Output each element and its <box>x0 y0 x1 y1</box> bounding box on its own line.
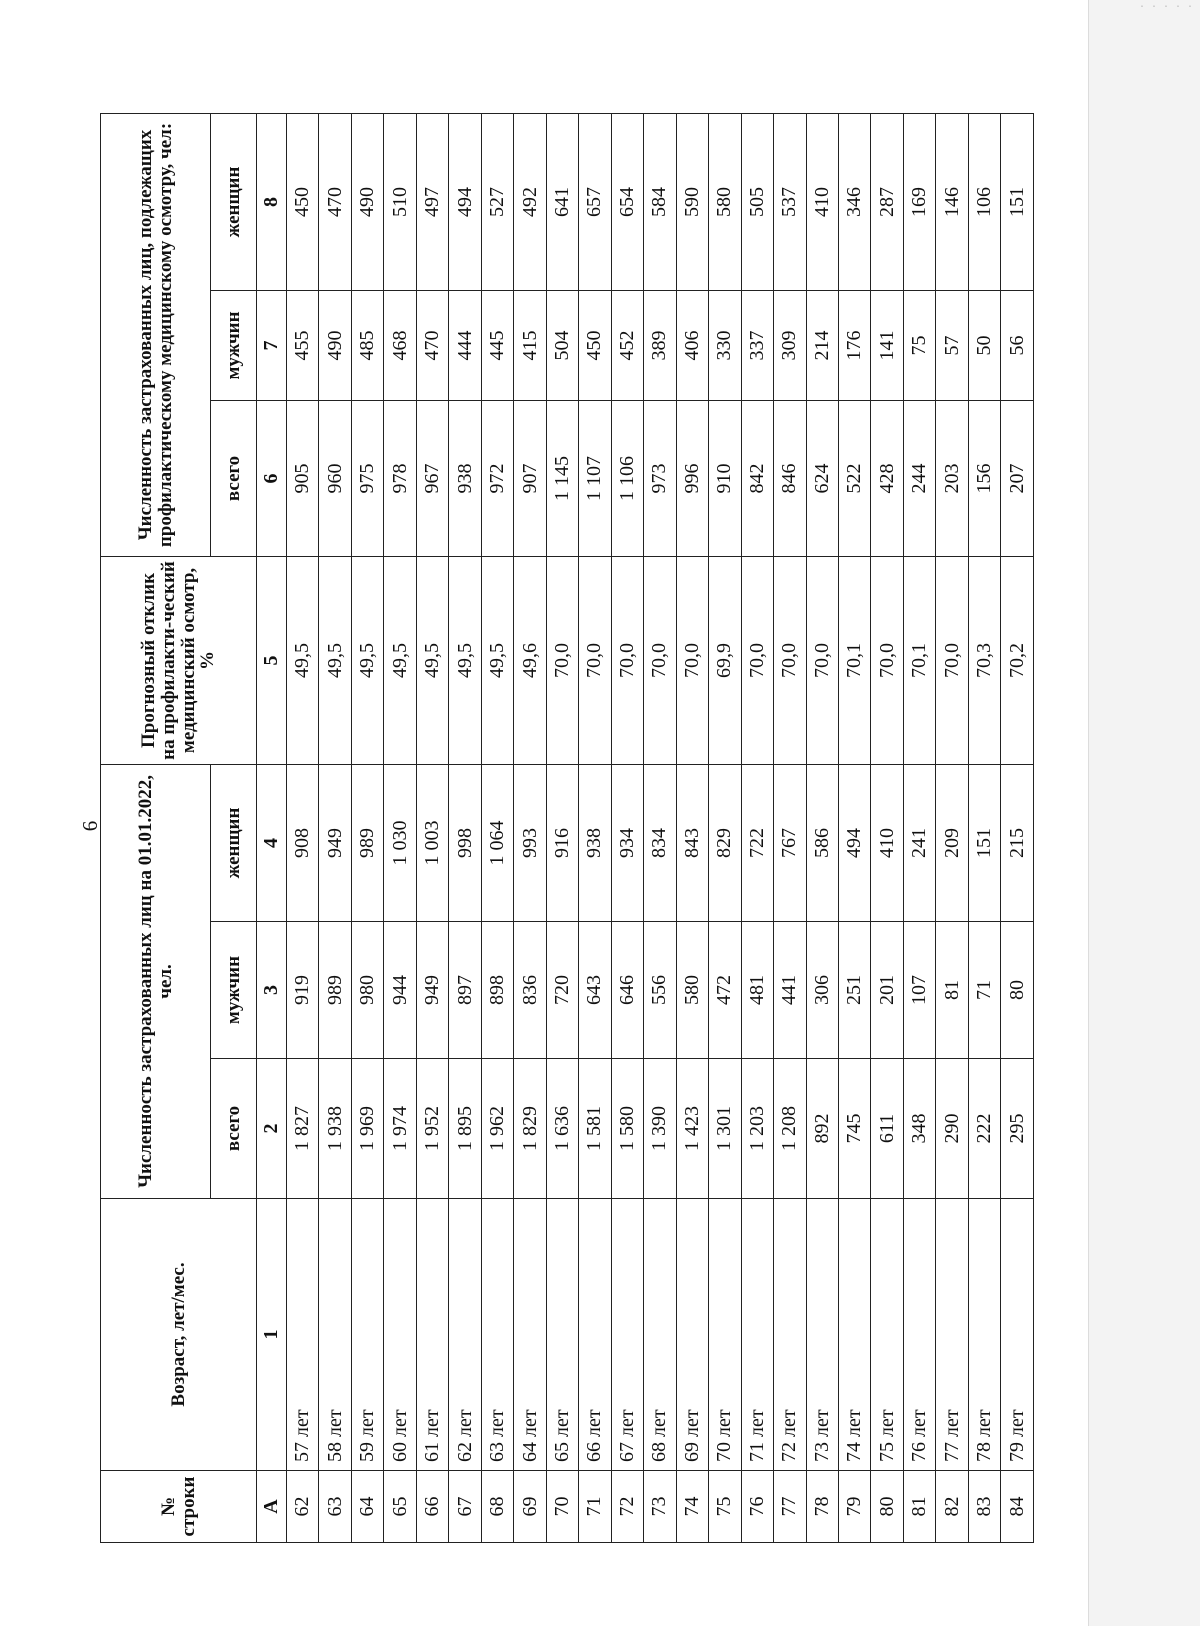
column-number: 6 <box>257 400 287 556</box>
table-row <box>774 114 806 1543</box>
subject-men-cell: 470 <box>416 290 448 400</box>
men-cell: 836 <box>514 922 546 1059</box>
table-row <box>709 114 741 1543</box>
men-cell: 720 <box>546 922 578 1059</box>
subject-women-cell: 151 <box>1001 114 1034 291</box>
response-cell: 49,5 <box>481 556 513 764</box>
total-cell: 1 969 <box>351 1059 383 1199</box>
total-cell: 1 423 <box>676 1059 708 1199</box>
total-cell: 1 952 <box>416 1059 448 1199</box>
response-cell: 70,0 <box>644 556 676 764</box>
age-cell: 75 лет <box>871 1199 903 1471</box>
header-total: всего <box>211 1059 257 1199</box>
row-number-cell: 76 <box>741 1471 773 1543</box>
subject-men-cell: 309 <box>774 290 806 400</box>
response-cell: 49,6 <box>514 556 546 764</box>
row-number-cell: 75 <box>709 1471 741 1543</box>
women-cell: 410 <box>871 764 903 921</box>
response-cell: 70,3 <box>968 556 1000 764</box>
subject-total-cell: 522 <box>838 400 870 556</box>
subject-total-cell: 1 106 <box>611 400 643 556</box>
table-row <box>676 114 708 1543</box>
table-row <box>968 114 1000 1543</box>
row-number-cell: 80 <box>871 1471 903 1543</box>
men-cell: 643 <box>579 922 611 1059</box>
row-number-cell: 78 <box>806 1471 838 1543</box>
age-cell: 77 лет <box>936 1199 968 1471</box>
women-cell: 241 <box>903 764 935 921</box>
data-table <box>100 113 1034 1543</box>
header-subject-total: всего <box>211 400 257 556</box>
total-cell: 745 <box>838 1059 870 1199</box>
subject-men-cell: 490 <box>319 290 351 400</box>
table-row <box>611 114 643 1543</box>
subject-men-cell: 141 <box>871 290 903 400</box>
row-number-cell: 64 <box>351 1471 383 1543</box>
subject-men-cell: 452 <box>611 290 643 400</box>
women-cell: 916 <box>546 764 578 921</box>
women-cell: 949 <box>319 764 351 921</box>
response-cell: 49,5 <box>449 556 481 764</box>
subject-women-cell: 492 <box>514 114 546 291</box>
men-cell: 81 <box>936 922 968 1059</box>
response-cell: 70,0 <box>546 556 578 764</box>
column-number: 1 <box>257 1199 287 1471</box>
row-number-cell: 79 <box>838 1471 870 1543</box>
subject-total-cell: 905 <box>287 400 319 556</box>
response-cell: 70,0 <box>676 556 708 764</box>
subject-women-cell: 510 <box>384 114 416 291</box>
row-number-cell: 71 <box>579 1471 611 1543</box>
subject-total-cell: 972 <box>481 400 513 556</box>
subject-women-cell: 584 <box>644 114 676 291</box>
men-cell: 481 <box>741 922 773 1059</box>
men-cell: 646 <box>611 922 643 1059</box>
total-cell: 290 <box>936 1059 968 1199</box>
subject-women-cell: 410 <box>806 114 838 291</box>
subject-total-cell: 978 <box>384 400 416 556</box>
subject-women-cell: 494 <box>449 114 481 291</box>
total-cell: 1 390 <box>644 1059 676 1199</box>
total-cell: 892 <box>806 1059 838 1199</box>
column-number: 3 <box>257 922 287 1059</box>
men-cell: 980 <box>351 922 383 1059</box>
row-number-cell: 83 <box>968 1471 1000 1543</box>
men-cell: 251 <box>838 922 870 1059</box>
subject-men-cell: 214 <box>806 290 838 400</box>
response-cell: 70,0 <box>871 556 903 764</box>
subject-total-cell: 973 <box>644 400 676 556</box>
response-cell: 49,5 <box>416 556 448 764</box>
age-cell: 66 лет <box>579 1199 611 1471</box>
total-cell: 295 <box>1001 1059 1034 1199</box>
total-cell: 1 938 <box>319 1059 351 1199</box>
subject-women-cell: 146 <box>936 114 968 291</box>
subject-women-cell: 580 <box>709 114 741 291</box>
subject-total-cell: 1 145 <box>546 400 578 556</box>
total-cell: 1 581 <box>579 1059 611 1199</box>
subject-women-cell: 106 <box>968 114 1000 291</box>
table-row <box>644 114 676 1543</box>
women-cell: 998 <box>449 764 481 921</box>
header-subject-men: мужчин <box>211 290 257 400</box>
women-cell: 938 <box>579 764 611 921</box>
table-row <box>287 114 319 1543</box>
total-cell: 1 580 <box>611 1059 643 1199</box>
subject-women-cell: 590 <box>676 114 708 291</box>
age-cell: 68 лет <box>644 1199 676 1471</box>
women-cell: 934 <box>611 764 643 921</box>
women-cell: 215 <box>1001 764 1034 921</box>
total-cell: 1 829 <box>514 1059 546 1199</box>
subject-total-cell: 910 <box>709 400 741 556</box>
table-row <box>806 114 838 1543</box>
women-cell: 908 <box>287 764 319 921</box>
men-cell: 580 <box>676 922 708 1059</box>
men-cell: 472 <box>709 922 741 1059</box>
header-row-number: № строки <box>101 1471 257 1543</box>
table-row <box>936 114 968 1543</box>
page-number: 6 <box>77 820 102 832</box>
age-cell: 58 лет <box>319 1199 351 1471</box>
total-cell: 1 895 <box>449 1059 481 1199</box>
table-row <box>903 114 935 1543</box>
column-number: 4 <box>257 764 287 921</box>
men-cell: 989 <box>319 922 351 1059</box>
response-cell: 49,5 <box>384 556 416 764</box>
table-row <box>384 114 416 1543</box>
corner-mark: · · · · · <box>1138 2 1193 13</box>
subject-men-cell: 485 <box>351 290 383 400</box>
age-cell: 64 лет <box>514 1199 546 1471</box>
response-cell: 70,0 <box>611 556 643 764</box>
subject-men-cell: 406 <box>676 290 708 400</box>
subject-women-cell: 527 <box>481 114 513 291</box>
men-cell: 201 <box>871 922 903 1059</box>
table-row <box>579 114 611 1543</box>
age-cell: 79 лет <box>1001 1199 1034 1471</box>
subject-total-cell: 842 <box>741 400 773 556</box>
women-cell: 829 <box>709 764 741 921</box>
men-cell: 306 <box>806 922 838 1059</box>
subject-men-cell: 337 <box>741 290 773 400</box>
women-cell: 722 <box>741 764 773 921</box>
men-cell: 441 <box>774 922 806 1059</box>
subject-men-cell: 56 <box>1001 290 1034 400</box>
age-cell: 63 лет <box>481 1199 513 1471</box>
subject-men-cell: 50 <box>968 290 1000 400</box>
table-row <box>838 114 870 1543</box>
total-cell: 1 636 <box>546 1059 578 1199</box>
row-number-cell: 68 <box>481 1471 513 1543</box>
table-row <box>351 114 383 1543</box>
women-cell: 989 <box>351 764 383 921</box>
table-row <box>319 114 351 1543</box>
men-cell: 944 <box>384 922 416 1059</box>
subject-men-cell: 330 <box>709 290 741 400</box>
column-number: 7 <box>257 290 287 400</box>
header-women: женщин <box>211 764 257 921</box>
response-cell: 70,2 <box>1001 556 1034 764</box>
age-cell: 59 лет <box>351 1199 383 1471</box>
row-number-cell: 84 <box>1001 1471 1034 1543</box>
header-subject-group: Численность застрахованных лиц, подлежащих профилактическому медицинскому осмотру, чел: <box>101 114 211 557</box>
subject-total-cell: 156 <box>968 400 1000 556</box>
header-age: Возраст, лет/мес. <box>101 1199 257 1471</box>
subject-men-cell: 468 <box>384 290 416 400</box>
subject-women-cell: 505 <box>741 114 773 291</box>
age-cell: 62 лет <box>449 1199 481 1471</box>
row-number-cell: 70 <box>546 1471 578 1543</box>
women-cell: 993 <box>514 764 546 921</box>
subject-men-cell: 444 <box>449 290 481 400</box>
response-cell: 70,0 <box>936 556 968 764</box>
row-number-cell: 62 <box>287 1471 319 1543</box>
age-cell: 71 лет <box>741 1199 773 1471</box>
row-number-cell: 73 <box>644 1471 676 1543</box>
table-row <box>546 114 578 1543</box>
subject-women-cell: 169 <box>903 114 935 291</box>
total-cell: 222 <box>968 1059 1000 1199</box>
total-cell: 348 <box>903 1059 935 1199</box>
subject-women-cell: 641 <box>546 114 578 291</box>
age-cell: 76 лет <box>903 1199 935 1471</box>
total-cell: 1 203 <box>741 1059 773 1199</box>
women-cell: 843 <box>676 764 708 921</box>
response-cell: 70,1 <box>838 556 870 764</box>
total-cell: 1 974 <box>384 1059 416 1199</box>
response-cell: 70,0 <box>579 556 611 764</box>
header-insured-group: Численность застрахованных лиц на 01.01.2022, чел. <box>101 764 211 1198</box>
women-cell: 834 <box>644 764 676 921</box>
subject-total-cell: 996 <box>676 400 708 556</box>
subject-men-cell: 455 <box>287 290 319 400</box>
response-cell: 49,5 <box>319 556 351 764</box>
age-cell: 73 лет <box>806 1199 838 1471</box>
subject-women-cell: 470 <box>319 114 351 291</box>
table-row <box>481 114 513 1543</box>
response-cell: 70,0 <box>741 556 773 764</box>
table-row <box>1001 114 1034 1543</box>
column-number: 5 <box>257 556 287 764</box>
subject-total-cell: 203 <box>936 400 968 556</box>
response-cell: 70,0 <box>806 556 838 764</box>
women-cell: 209 <box>936 764 968 921</box>
subject-total-cell: 846 <box>774 400 806 556</box>
row-number-cell: 81 <box>903 1471 935 1543</box>
subject-total-cell: 624 <box>806 400 838 556</box>
column-number: А <box>257 1471 287 1543</box>
response-cell: 70,1 <box>903 556 935 764</box>
subject-total-cell: 938 <box>449 400 481 556</box>
subject-men-cell: 504 <box>546 290 578 400</box>
subject-men-cell: 389 <box>644 290 676 400</box>
row-number-cell: 77 <box>774 1471 806 1543</box>
row-number-cell: 66 <box>416 1471 448 1543</box>
rotated-table-wrapper <box>100 113 1034 1543</box>
total-cell: 611 <box>871 1059 903 1199</box>
women-cell: 151 <box>968 764 1000 921</box>
response-cell: 69,9 <box>709 556 741 764</box>
age-cell: 69 лет <box>676 1199 708 1471</box>
men-cell: 107 <box>903 922 935 1059</box>
subject-women-cell: 497 <box>416 114 448 291</box>
men-cell: 919 <box>287 922 319 1059</box>
response-cell: 70,0 <box>774 556 806 764</box>
total-cell: 1 301 <box>709 1059 741 1199</box>
age-cell: 67 лет <box>611 1199 643 1471</box>
men-cell: 949 <box>416 922 448 1059</box>
men-cell: 898 <box>481 922 513 1059</box>
subject-total-cell: 967 <box>416 400 448 556</box>
subject-women-cell: 537 <box>774 114 806 291</box>
subject-men-cell: 57 <box>936 290 968 400</box>
table-body <box>287 114 1034 1543</box>
header-response: Прогнозный отклик на профилакти-ческий медицинский осмотр, % <box>101 556 257 764</box>
subject-men-cell: 445 <box>481 290 513 400</box>
men-cell: 71 <box>968 922 1000 1059</box>
row-number-cell: 67 <box>449 1471 481 1543</box>
subject-women-cell: 450 <box>287 114 319 291</box>
scan-right-margin <box>1088 0 1200 1626</box>
age-cell: 78 лет <box>968 1199 1000 1471</box>
men-cell: 556 <box>644 922 676 1059</box>
table-row <box>449 114 481 1543</box>
women-cell: 1 064 <box>481 764 513 921</box>
row-number-cell: 74 <box>676 1471 708 1543</box>
age-cell: 61 лет <box>416 1199 448 1471</box>
age-cell: 57 лет <box>287 1199 319 1471</box>
women-cell: 494 <box>838 764 870 921</box>
subject-women-cell: 654 <box>611 114 643 291</box>
response-cell: 49,5 <box>287 556 319 764</box>
header-subject-women: женщин <box>211 114 257 291</box>
column-number-row <box>257 114 287 1543</box>
row-number-cell: 69 <box>514 1471 546 1543</box>
subject-men-cell: 450 <box>579 290 611 400</box>
men-cell: 80 <box>1001 922 1034 1059</box>
subject-women-cell: 346 <box>838 114 870 291</box>
table-row <box>514 114 546 1543</box>
table-row <box>871 114 903 1543</box>
subject-total-cell: 975 <box>351 400 383 556</box>
women-cell: 586 <box>806 764 838 921</box>
men-cell: 897 <box>449 922 481 1059</box>
response-cell: 49,5 <box>351 556 383 764</box>
table-row <box>416 114 448 1543</box>
header-men: мужчин <box>211 922 257 1059</box>
total-cell: 1 827 <box>287 1059 319 1199</box>
row-number-cell: 65 <box>384 1471 416 1543</box>
row-number-cell: 82 <box>936 1471 968 1543</box>
subject-men-cell: 415 <box>514 290 546 400</box>
subject-total-cell: 1 107 <box>579 400 611 556</box>
women-cell: 767 <box>774 764 806 921</box>
row-number-cell: 72 <box>611 1471 643 1543</box>
column-number: 8 <box>257 114 287 291</box>
table-row <box>741 114 773 1543</box>
row-number-cell: 63 <box>319 1471 351 1543</box>
subject-total-cell: 428 <box>871 400 903 556</box>
age-cell: 74 лет <box>838 1199 870 1471</box>
subject-total-cell: 207 <box>1001 400 1034 556</box>
subject-men-cell: 75 <box>903 290 935 400</box>
subject-total-cell: 960 <box>319 400 351 556</box>
women-cell: 1 003 <box>416 764 448 921</box>
header-row-1 <box>101 114 211 1543</box>
column-number: 2 <box>257 1059 287 1199</box>
total-cell: 1 962 <box>481 1059 513 1199</box>
total-cell: 1 208 <box>774 1059 806 1199</box>
subject-men-cell: 176 <box>838 290 870 400</box>
age-cell: 60 лет <box>384 1199 416 1471</box>
subject-women-cell: 287 <box>871 114 903 291</box>
age-cell: 70 лет <box>709 1199 741 1471</box>
age-cell: 72 лет <box>774 1199 806 1471</box>
age-cell: 65 лет <box>546 1199 578 1471</box>
subject-women-cell: 490 <box>351 114 383 291</box>
subject-total-cell: 907 <box>514 400 546 556</box>
subject-women-cell: 657 <box>579 114 611 291</box>
subject-total-cell: 244 <box>903 400 935 556</box>
women-cell: 1 030 <box>384 764 416 921</box>
